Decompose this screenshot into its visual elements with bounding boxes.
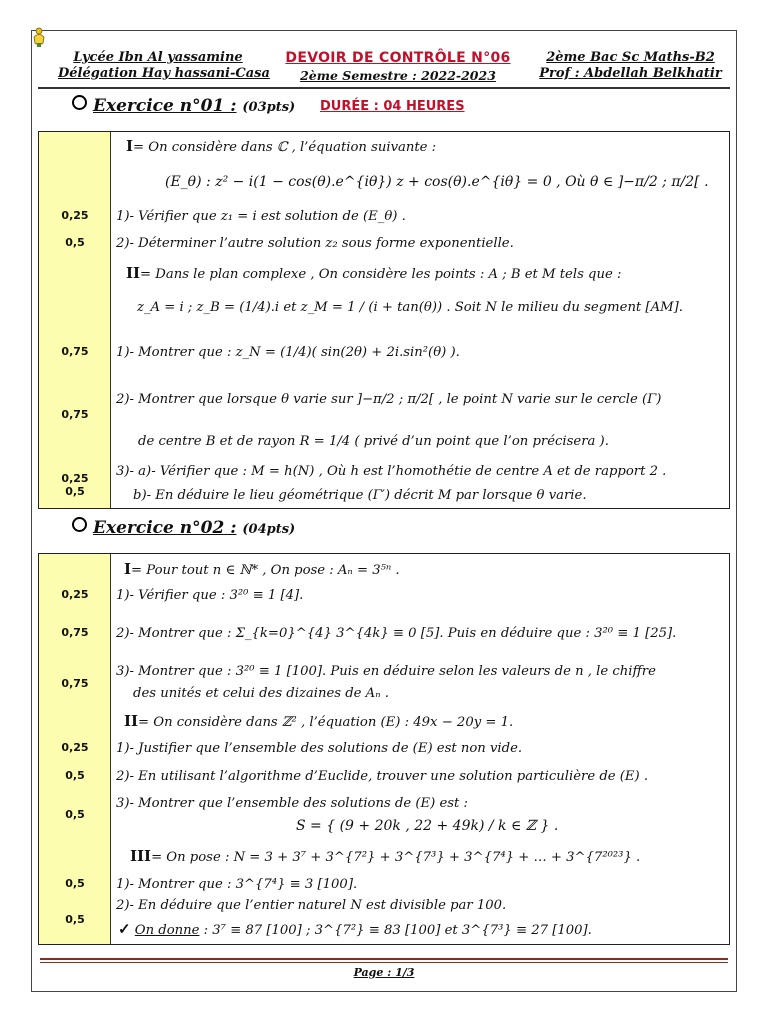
score-ex1-q3: 0,75 (61, 345, 89, 358)
ex1-points-def: z_A = i ; z_B = (1/4).i et z_M = 1 / (i + tan(θ)) . Soit N le milieu du segment [AM]. (137, 300, 683, 315)
semester: 2ème Semestre : 2022-2023 (300, 68, 496, 83)
ex2-part-II: II= On considère dans ℤ² , l’équation (E) : 49x − 20y = 1. (124, 712, 514, 730)
score-ex1-q6: 0,5 (65, 485, 85, 498)
ex2-q1: 1)- Vérifier que : 3²⁰ ≡ 1 [4]. (116, 588, 304, 603)
page-number: Page : 1/3 (353, 966, 415, 979)
ex2-note-text: : 3⁷ ≡ 87 [100] ; 3^{7²} ≡ 83 [100] et 3^{7³} ≡ 27 [100]. (199, 923, 592, 938)
ex2-q5: 2)- En utilisant l’algorithme d’Euclide, trouver une solution particulière de (E) . (116, 769, 649, 784)
checkmark-icon: ✓ (118, 920, 131, 938)
footer-rule (40, 958, 728, 960)
ex2-q2: 2)- Montrer que : Σ_{k=0}^{4} 3^{4k} ≡ 0 [5]. Puis en déduire que : 3²⁰ ≡ 1 [25]. (116, 626, 677, 641)
score-ex2-q7: 0,5 (65, 877, 85, 890)
score-ex2-q8: 0,5 (65, 913, 85, 926)
score-ex2-q3: 0,75 (61, 677, 89, 690)
score-ex1-q2: 0,5 (65, 236, 85, 249)
ex2-q7: 1)- Montrer que : 3^{7⁴} ≡ 3 [100]. (116, 877, 358, 892)
exercise-1-heading (72, 95, 295, 116)
class-level: 2ème Bac Sc Maths-B2 (546, 50, 715, 65)
ex1-part-II: II= Dans le plan complexe , On considère les points : A ; B et M tels que : (126, 264, 622, 282)
ex2-q3-continued: des unités et celui des dizaines de Aₙ . (133, 686, 389, 701)
ex2-q3: 3)- Montrer que : 3²⁰ ≡ 1 [100]. Puis en déduire selon les valeurs de n , le chiffre (116, 664, 656, 679)
school-logo-icon (31, 26, 47, 48)
ex2-part-I: I= Pour tout n ∈ ℕ* , On pose : Aₙ = 3⁵ⁿ . (124, 560, 400, 578)
score-ex2-q2: 0,75 (61, 626, 89, 639)
ex2-part-III: III= On pose : N = 3 + 3⁷ + 3^{7²} + 3^{7³} + 3^{7⁴} + … + 3^{7²⁰²³} . (130, 847, 641, 865)
ex1-q6: b)- En déduire le lieu géométrique (Γ′) décrit M par lorsque θ varie. (133, 488, 587, 503)
ex2-solution-set: S = { (9 + 20k , 22 + 49k) / k ∈ ℤ } . (296, 818, 559, 834)
exercise-2-points: (04pts) (242, 522, 296, 537)
ex2-q8: 2)- En déduire que l’entier naturel N est divisible par 100. (116, 898, 507, 913)
exercise-2-title: Exercice n°02 : (93, 518, 237, 538)
exercise-1-score-column (39, 132, 111, 508)
ex1-q2: 2)- Déterminer l’autre solution z₂ sous forme exponentielle. (116, 236, 514, 251)
score-ex1-q5: 0,25 (61, 472, 89, 485)
ex1-q4-continued: de centre B et de rayon R = 1/4 ( privé d’un point que l’on précisera ). (138, 434, 609, 449)
header-rule (38, 87, 730, 89)
teacher-name: Prof : Abdellah Belkhatir (539, 66, 722, 81)
score-ex2-q1: 0,25 (61, 588, 89, 601)
score-ex2-q6: 0,5 (65, 808, 85, 821)
exercise-2-heading (72, 517, 295, 538)
ex2-q4: 1)- Justifier que l’ensemble des solutions de (E) est non vide. (116, 741, 523, 756)
ex1-q3: 1)- Montrer que : z_N = (1/4)( sin(2θ) + 2i.sin²(θ) ). (116, 345, 460, 360)
ex1-part-I: I= On considère dans ℂ , l’équation suivante : (126, 137, 437, 155)
ex1-q4: 2)- Montrer que lorsque θ varie sur ]−π/2 ; π/2[ , le point N varie sur le cercle (Γ) (116, 392, 662, 407)
delegation: Délégation Hay hassani-Casa (58, 66, 270, 81)
exam-duration: DURÉE : 04 HEURES (320, 99, 465, 114)
exercise-1-points: (03pts) (242, 100, 296, 115)
page-title: DEVOIR DE CONTRÔLE N°06 (285, 50, 511, 66)
ex1-q1: 1)- Vérifier que z₁ = i est solution de (E_θ) . (116, 209, 406, 224)
score-ex2-q5: 0,5 (65, 769, 85, 782)
score-ex2-q4: 0,25 (61, 741, 89, 754)
school-name: Lycée Ibn Al yassamine (73, 50, 243, 65)
ex2-note (118, 921, 592, 939)
circle-bullet-icon (72, 95, 87, 110)
score-ex1-q1: 0,25 (61, 209, 89, 222)
circle-bullet-icon (72, 517, 87, 532)
ex2-note-head: On donne (134, 923, 200, 938)
exercise-1-title: Exercice n°01 : (93, 96, 237, 116)
ex2-q6: 3)- Montrer que l’ensemble des solutions de (E) est : (116, 796, 468, 811)
ex1-q5: 3)- a)- Vérifier que : M = h(N) , Où h est l’homothétie de centre A et de rapport 2 . (116, 464, 667, 479)
score-ex1-q4: 0,75 (61, 408, 89, 421)
footer-rule-thin (40, 962, 728, 963)
ex1-equation-E: (E_θ) : z² − i(1 − cos(θ).e^{iθ}) z + cos(θ).e^{iθ} = 0 , Où θ ∈ ]−π/2 ; π/2[ . (165, 174, 709, 190)
